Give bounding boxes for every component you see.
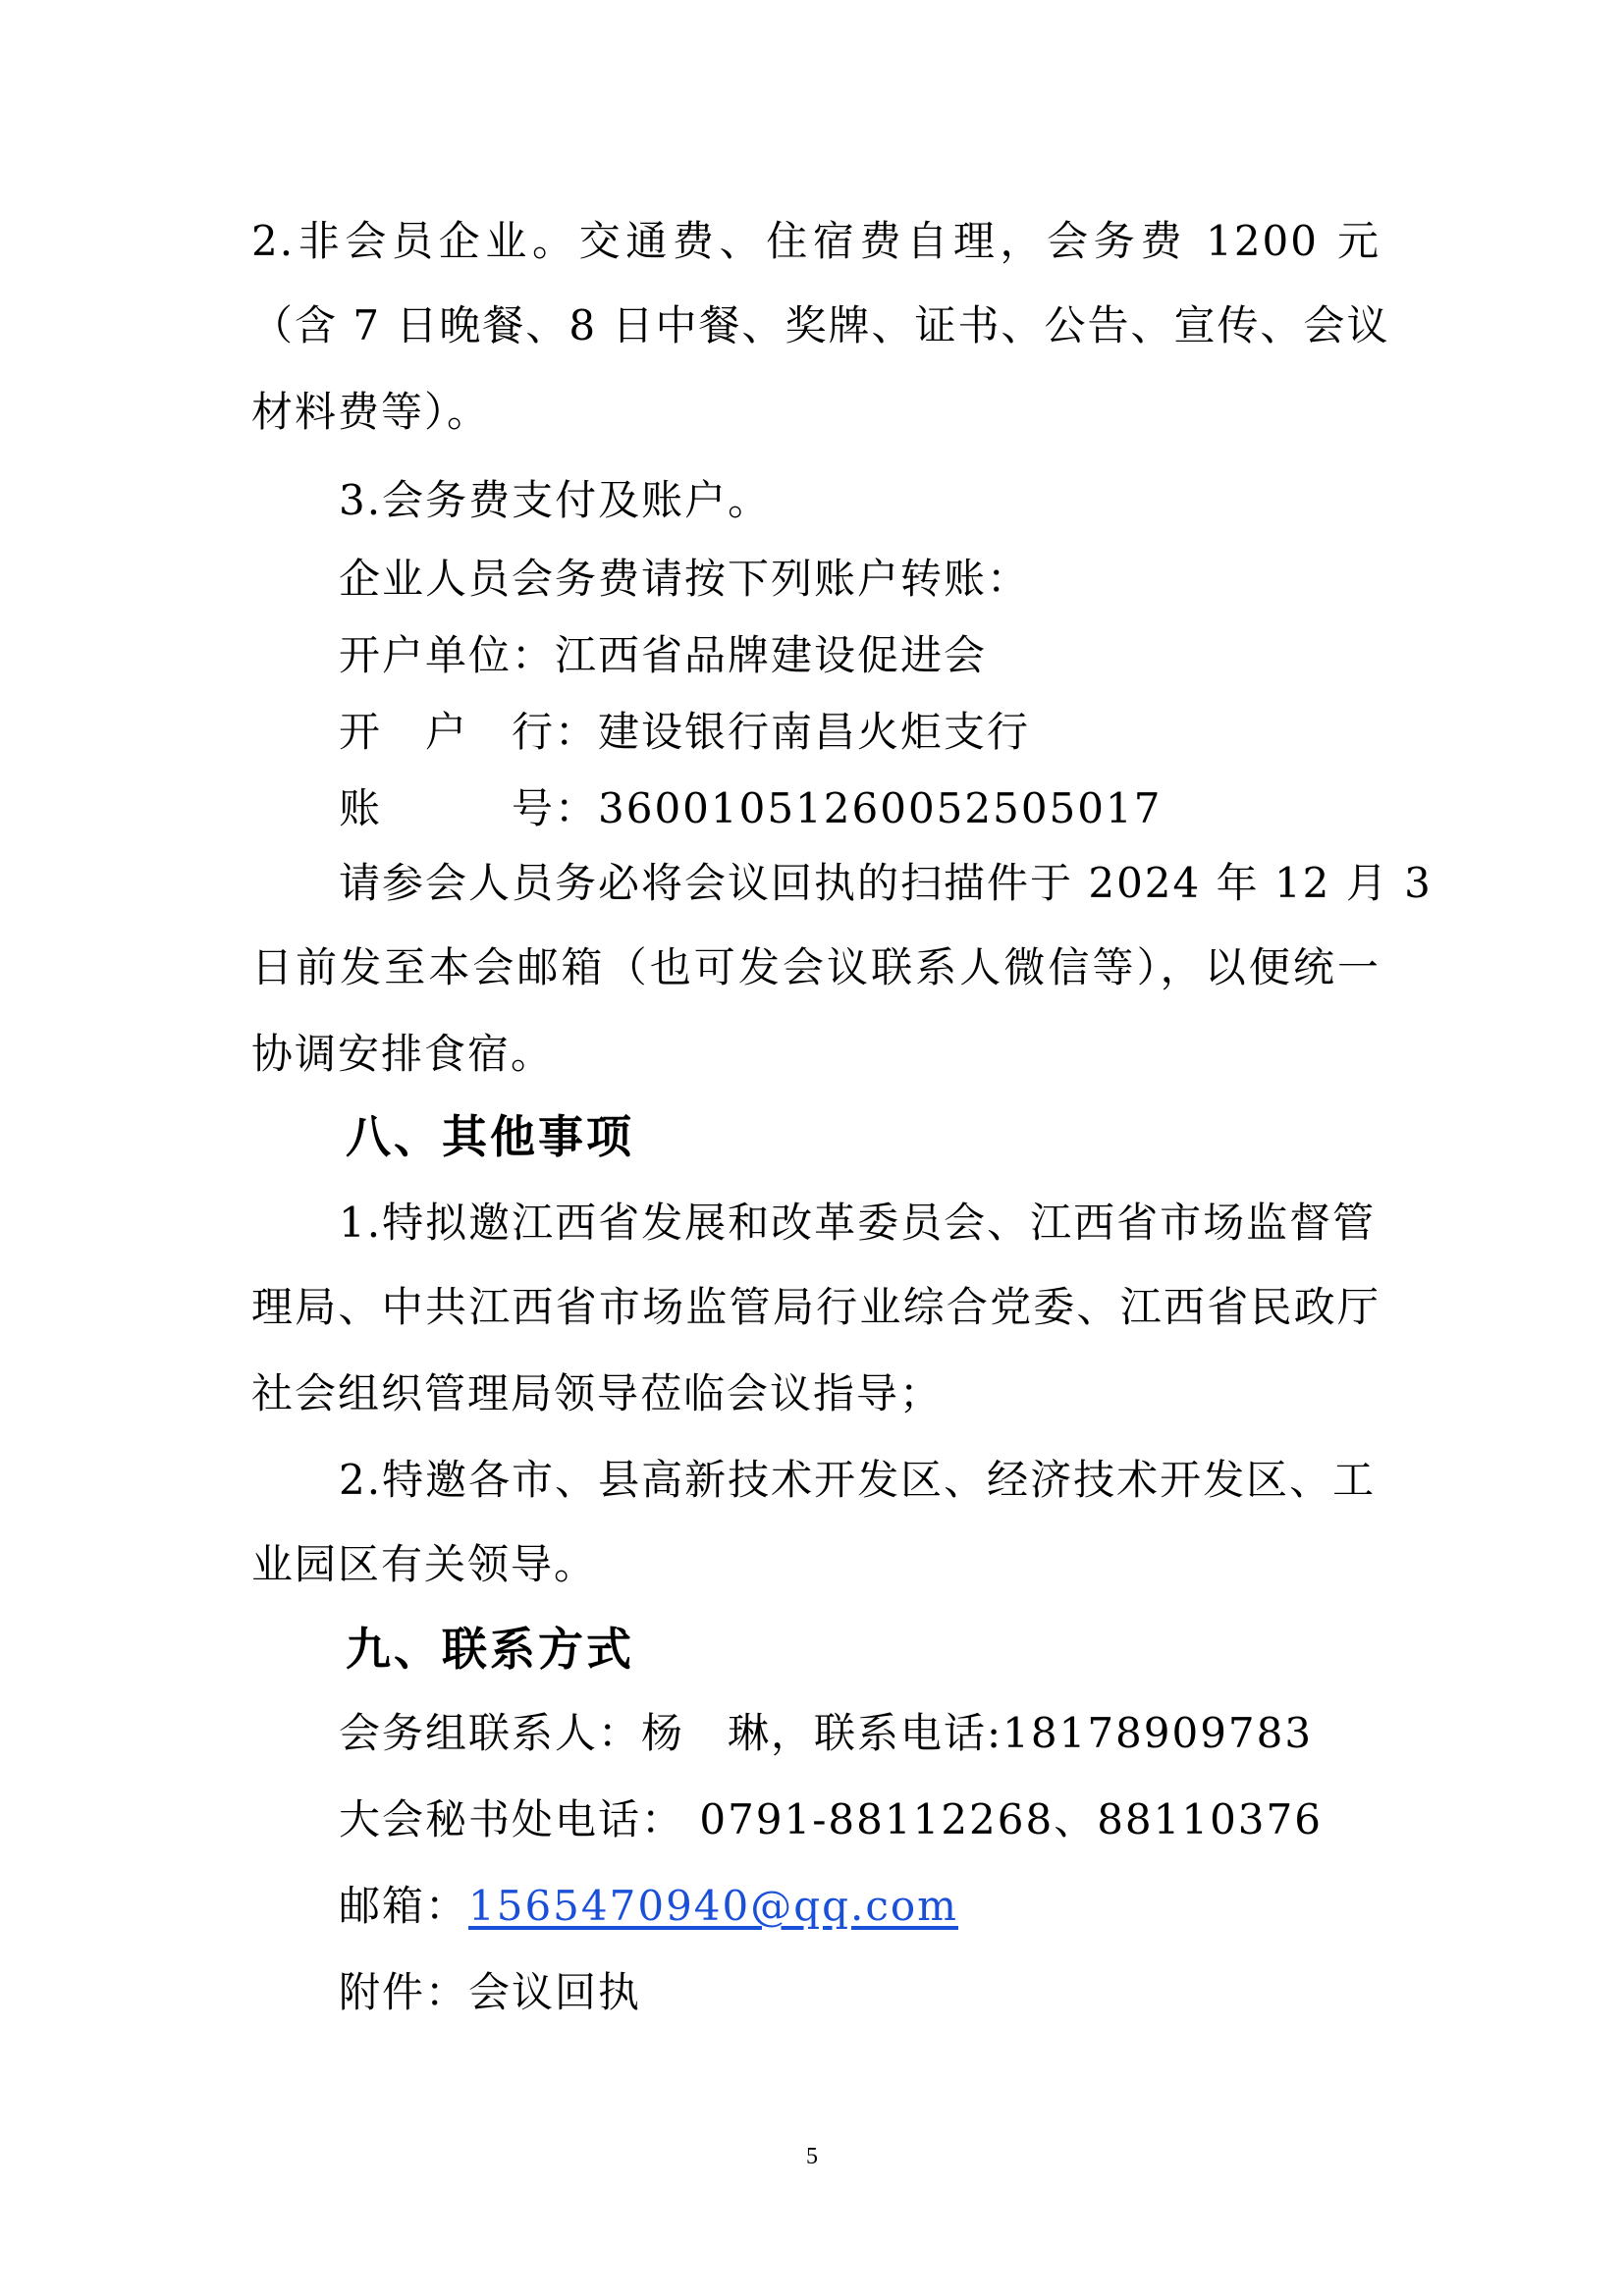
- email-link[interactable]: 1565470940@qq.com: [468, 1882, 958, 1930]
- fee-nonmember-line-1: 2.非会员企业。交通费、住宿费自理，会务费 1200 元: [251, 217, 1380, 265]
- transfer-instruction: 企业人员会务费请按下列账户转账：: [339, 555, 1031, 603]
- section-8-title: 八、其他事项: [346, 1110, 634, 1163]
- secretariat-phone: 大会秘书处电话： 0791-88112268、88110376: [339, 1795, 1323, 1843]
- contact-person: 会务组联系人：杨 琳，联系电话:18178909783: [339, 1709, 1314, 1757]
- attachment-line: 附件：会议回执: [339, 1968, 642, 2016]
- fee-nonmember-line-2: （含 7 日晚餐、8 日中餐、奖牌、证书、公告、宣传、会议: [251, 301, 1390, 349]
- fee-payment-heading: 3.会务费支付及账户。: [339, 476, 772, 524]
- section-9-title: 九、联系方式: [346, 1623, 634, 1676]
- receipt-notice-line-2: 日前发至本会邮箱（也可发会议联系人微信等），以便统一: [251, 943, 1380, 991]
- section-8-item-2-line-2: 业园区有关领导。: [251, 1540, 598, 1588]
- section-8-item-2-line-1: 2.特邀各市、县高新技术开发区、经济技术开发区、工: [339, 1456, 1377, 1504]
- receipt-notice-line-1: 请参会人员务必将会议回执的扫描件于 2024 年 12 月 3: [339, 859, 1433, 907]
- section-8-item-1-line-2: 理局、中共江西省市场监管局行业综合党委、江西省民政厅: [251, 1283, 1380, 1331]
- account-bank: 开 户 行：建设银行南昌火炬支行: [339, 708, 1031, 756]
- page-number: 5: [806, 2144, 818, 2169]
- email-line: [339, 1883, 958, 1930]
- section-8-item-1-line-1: 1.特拟邀江西省发展和改革委员会、江西省市场监督管: [339, 1199, 1377, 1247]
- account-unit: 开户单位：江西省品牌建设促进会: [339, 631, 988, 679]
- section-8-item-1-line-3: 社会组织管理局领导莅临会议指导；: [251, 1369, 944, 1417]
- fee-nonmember-line-3: 材料费等）。: [251, 388, 491, 436]
- email-label: 邮箱：: [339, 1882, 469, 1930]
- receipt-notice-line-3: 协调安排食宿。: [251, 1030, 555, 1078]
- account-number: 账 号：36001051260052505017: [339, 784, 1163, 832]
